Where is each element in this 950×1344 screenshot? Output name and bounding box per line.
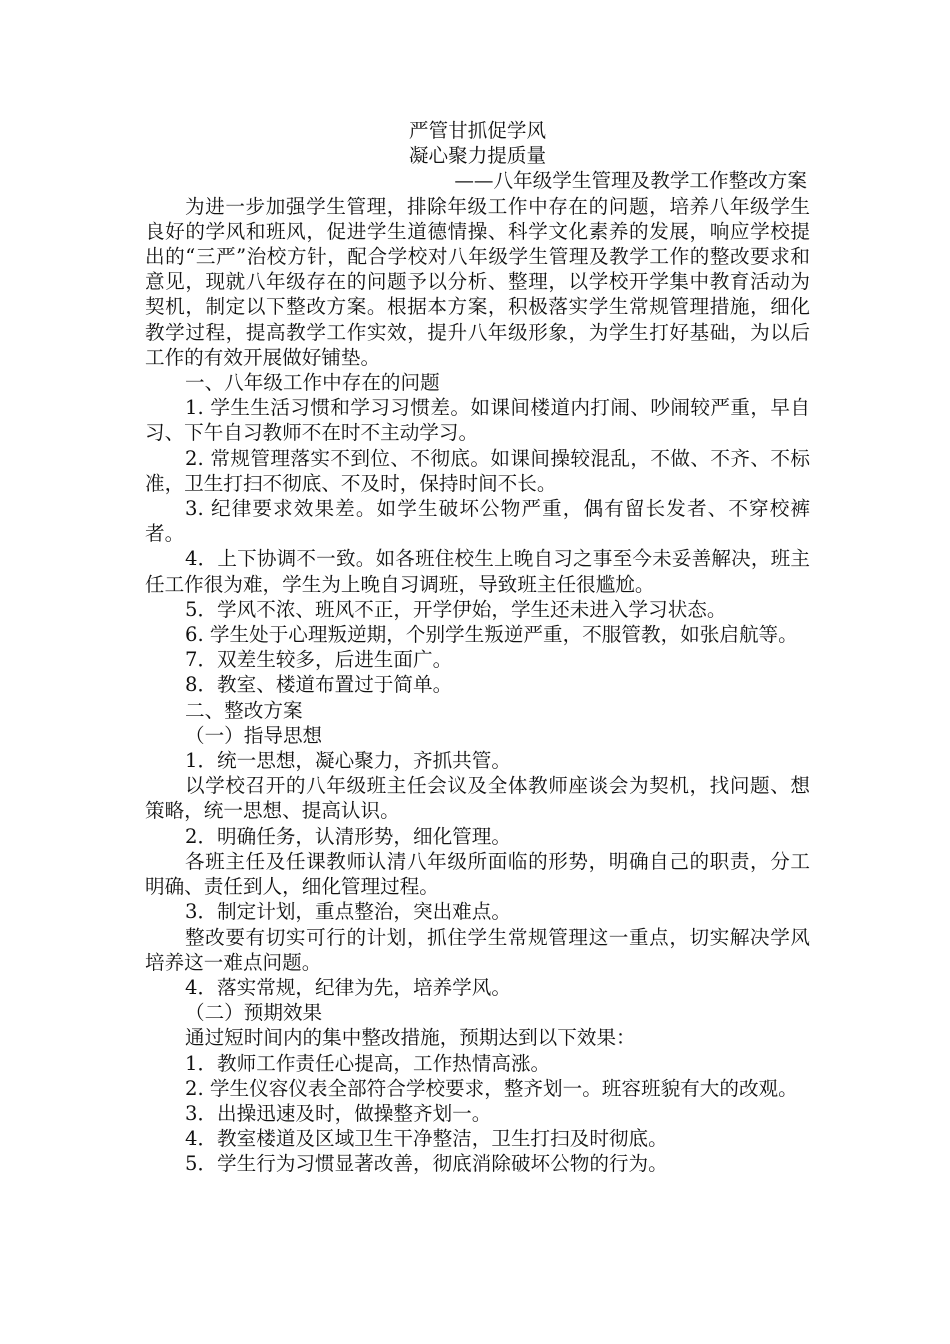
problem-item-6: 6. 学生处于心理叛逆期，个别学生叛逆严重，不服管教，如张启航等。: [185, 623, 798, 647]
document-page: [145, 118, 810, 1177]
subsection-heading-effects: （二）预期效果: [185, 1001, 323, 1025]
guidance-detail-1: 以学校召开的八年级班主任会议及全体教师座谈会为契机，找问题、想策略，统一思想、提高认识。: [145, 774, 810, 823]
problem-item-2: 2. 常规管理落实不到位、不彻底。如课间操较混乱，不做、不齐、不标准，卫生打扫不彻底、不及时，保持时间不长。: [145, 446, 810, 495]
guidance-detail-3: 整改要有切实可行的计划，抓住学生常规管理这一重点，切实解决学风培养这一难点问题。: [145, 925, 810, 974]
guidance-detail-2: 各班主任及任课教师认清八年级所面临的形势，明确自己的职责，分工明确、责任到人，细化管理过程。: [145, 849, 810, 899]
guidance-item-4: 4．落实常规，纪律为先，培养学风。: [185, 975, 511, 999]
problem-item-1: 1. 学生生活习惯和学习习惯差。如课间楼道内打闹、吵闹较严重，早自习、下午自习教师不在时不主动学习。: [145, 396, 810, 445]
title-line-1: 严管甘抓促学风: [408, 119, 547, 142]
section-heading-plan: 二、整改方案: [185, 698, 303, 722]
problem-item-5: 5．学风不浓、班风不正，开学伊始，学生还未进入学习状态。: [185, 597, 727, 621]
guidance-item-1: 1．统一思想，凝心聚力，齐抓共管。: [185, 749, 511, 773]
guidance-item-3: 3．制定计划，重点整治，突出难点。: [185, 900, 511, 924]
intro-paragraph: 为进一步加强学生管理，排除年级工作中存在的问题，培养八年级学生良好的学风和班风，促进学生道德情操、科学文化素养的发展，响应学校提出的“三严”治校方针，配合学校对八年级学生管理及教学工作的整改要求和意见，现就八年级存在的问题予以分析、整理，以学校开学集中教育活动为契机，制定以下整改方案。根据本方案，积极落实学生常规管理措施，细化教学过程，提高教学工作实效，提升八年级形象，为学生打好基础，为以后工作的有效开展做好铺垫。: [145, 194, 810, 369]
problem-item-7: 7．双差生较多，后进生面广。: [185, 648, 453, 672]
problem-item-4: 4．上下协调不一致。如各班住校生上晚自习之事至今未妥善解决，班主任工作很为难，学生为上晚自习调班，导致班主任很尴尬。: [145, 547, 810, 596]
section-heading-problems: 一、八年级工作中存在的问题: [185, 371, 440, 395]
effect-item-2: 2. 学生仪容仪表全部符合学校要求，整齐划一。班容班貌有大的改观。: [185, 1076, 798, 1100]
problem-item-3: 3. 纪律要求效果差。如学生破坏公物严重，偶有留长发者、不穿校裤者。: [145, 497, 810, 546]
effect-item-4: 4．教室楼道及区域卫生干净整洁，卫生打扫及时彻底。: [185, 1127, 668, 1151]
title-line-2: 凝心聚力提质量: [408, 144, 547, 168]
problem-item-8: 8．教室、楼道布置过于简单。: [185, 673, 453, 697]
guidance-item-2: 2．明确任务，认清形势，细化管理。: [185, 824, 511, 848]
document-subtitle: ——八年级学生管理及教学工作整改方案: [454, 169, 807, 193]
subsection-heading-guidance: （一）指导思想: [185, 723, 323, 747]
effects-intro: 通过短时间内的集中整改措施，预期达到以下效果：: [185, 1026, 636, 1050]
effect-item-1: 1．教师工作责任心提高，工作热情高涨。: [185, 1051, 551, 1075]
effect-item-3: 3．出操迅速及时，做操整齐划一。: [185, 1101, 492, 1125]
effect-item-5: 5．学生行为习惯显著改善，彻底消除破坏公物的行为。: [185, 1152, 668, 1176]
